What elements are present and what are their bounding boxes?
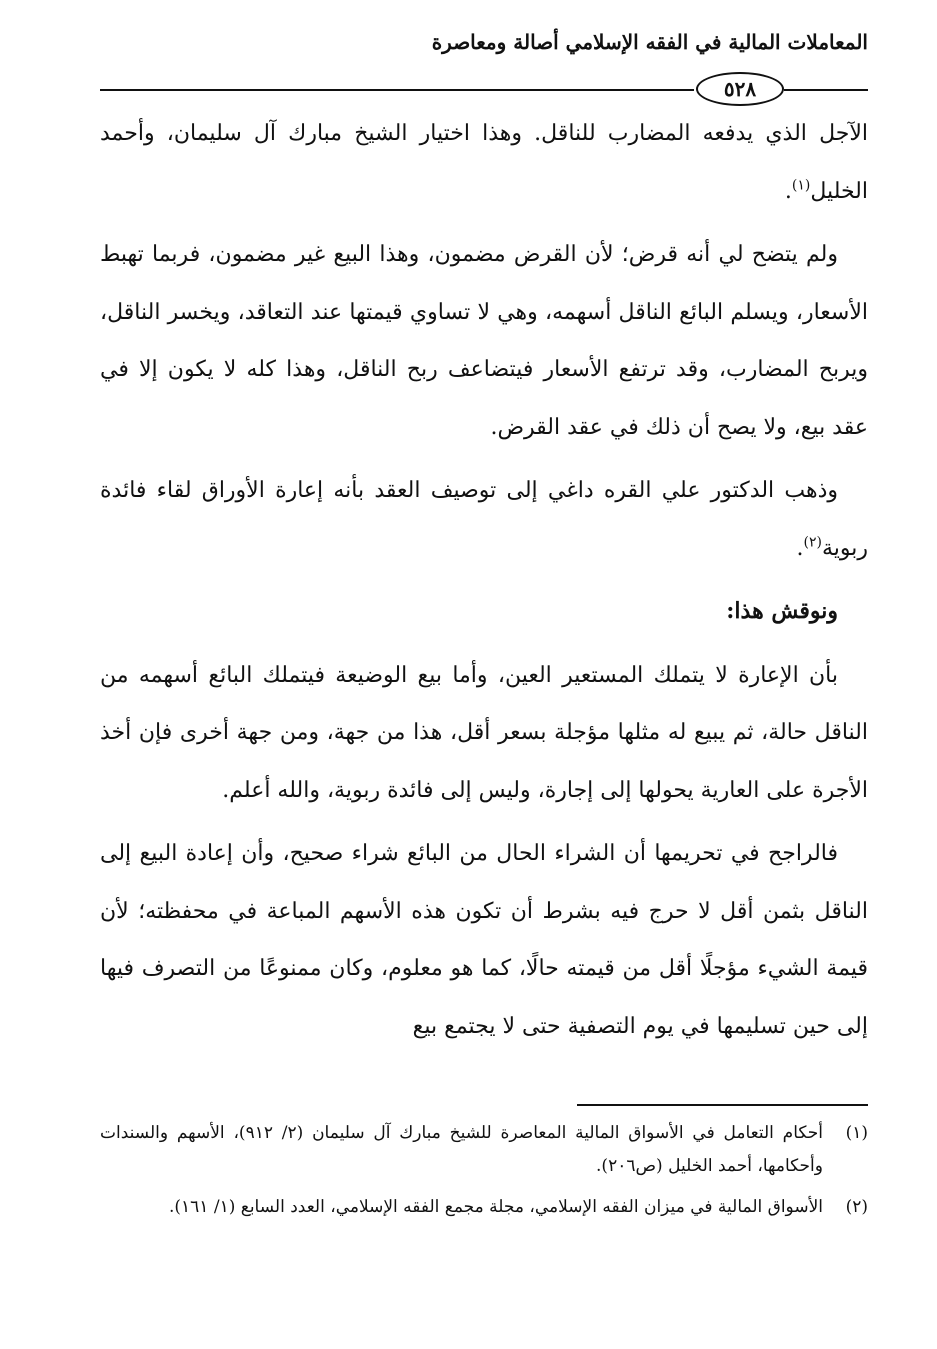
page-header (100, 22, 868, 101)
page-number-oval: ٥٢٨ (696, 72, 784, 106)
running-title: المعاملات المالية في الفقه الإسلامي أصالة ومعاصرة (431, 30, 868, 54)
header-rule-left (100, 89, 694, 91)
footnote-separator (577, 1104, 868, 1106)
footnote-number: (١) (845, 1123, 868, 1143)
footnote-number: (٢) (845, 1197, 868, 1217)
footnote-ref: (١) (791, 177, 811, 194)
paragraph: فالراجح في تحريمها أن الشراء الحال من البائع شراء صحيح، وأن إعادة البيع إلى الناقل بثمن أقل لا حرج فيه بشرط أن تكون هذه الأسهم المباعة في محفظته؛ لأن قيمة الشيء مؤجلًا أقل من قيمته حالًا، كما هو معلوم، وكان ممنوعًا من التصرف فيها إلى حين تسليمها في يوم التصفية حتى لا يجتمع بيع (100, 841, 868, 1039)
paragraph: بأن الإعارة لا يتملك المستعير العين، وأما بيع الوضيعة فيتملك البائع أسهمه من الناقل حالة، ثم يبيع له مثلها مؤجلة بسعر أقل، هذا من جهة، ومن جهة أخرى فإن أخذ الأجرة على العارية يحولها إلى إجارة، وليس إلى فائدة ربوية، والله أعلم. (100, 662, 868, 803)
footnotes (100, 1117, 868, 1232)
main-text (100, 105, 868, 1055)
paragraph: الآجل الذي يدفعه المضارب للناقل. وهذا اختيار الشيخ مبارك آل سليمان، وأحمد الخليل$^{(١)}$. (100, 121, 868, 204)
subheading: ونوقش هذا: (726, 598, 838, 624)
footnote-text: أحكام التعامل في الأسواق المالية المعاصرة للشيخ مبارك آل سليمان (٢/ ٩١٢)، الأسهم والسندات وأحكامها، أحمد الخليل (ص٢٠٦). (100, 1123, 823, 1176)
footnote-text: الأسواق المالية في ميزان الفقه الإسلامي، مجلة مجمع الفقه الإسلامي، العدد السابع (١/ ١٦١). (169, 1197, 823, 1217)
paragraph: ولم يتضح لي أنه قرض؛ لأن القرض مضمون، وهذا البيع غير مضمون، فربما تهبط الأسعار، ويسلم البائع الناقل أسهمه، وهي لا تساوي قيمتها عند التعاقد، ويخسر الناقل، ويربح المضارب، وقد ترتفع الأسعار فيتضاعف ربح الناقل، وهذا كله لا يكون إلا في عقد بيع، ولا يصح أن ذلك في عقد القرض. (100, 242, 868, 440)
footnote (100, 1191, 868, 1224)
footnote (100, 1117, 868, 1183)
paragraph: وذهب الدكتور علي القره داغي إلى توصيف العقد بأنه إعارة الأوراق لقاء فائدة ربوية$^{(٢)}$. (100, 478, 868, 561)
footnote-ref: (٢) (803, 534, 822, 551)
header-rule-right (784, 89, 868, 91)
